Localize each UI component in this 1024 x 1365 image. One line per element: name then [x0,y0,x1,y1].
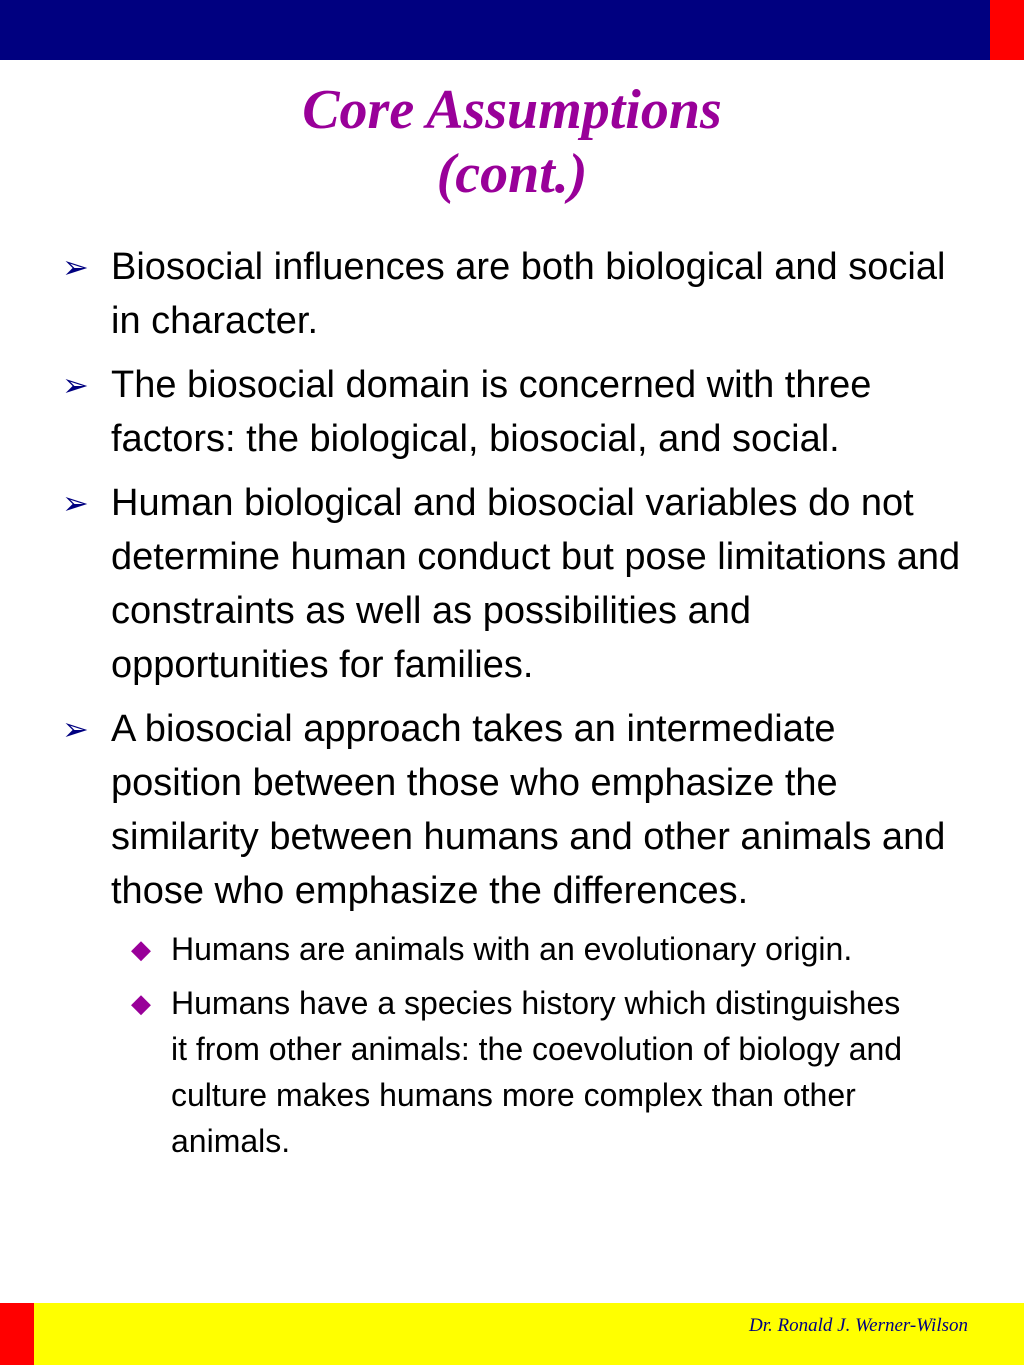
bullet-item [0,702,1024,1164]
bullet-item [0,240,1024,348]
bullet-list [0,240,1024,1174]
slide-title [0,78,1024,206]
sub-bullet-list [111,926,1024,1164]
arrowhead-icon: ➢ [62,711,89,747]
title-line-1: Core Assumptions [302,79,722,141]
footer-author: Dr. Ronald J. Werner-Wilson [749,1315,968,1336]
bullet-item [0,358,1024,466]
bullet-text: Biosocial influences are both biological and social in character. [111,246,946,342]
sub-bullet-item [111,926,911,972]
title-line-2: (cont.) [436,143,588,205]
arrowhead-icon: ➢ [62,485,89,521]
diamond-icon: ◆ [131,988,151,1018]
header-accent [990,0,1024,60]
sub-bullet-item [111,980,911,1164]
sub-bullet-text: Humans are animals with an evolutionary origin. [171,931,853,967]
arrowhead-icon: ➢ [62,367,89,403]
sub-bullet-text: Humans have a species history which distinguishes it from other animals: the coevolution of biology and culture makes humans more complex than other animals. [171,985,903,1159]
diamond-icon: ◆ [131,934,151,964]
footer-accent [0,1303,34,1365]
bullet-text: Human biological and biosocial variables do not determine human conduct but pose limitations and constraints as well as possibilities and opportunities for families. [111,482,961,686]
arrowhead-icon: ➢ [62,249,89,285]
header-bar [0,0,990,60]
bullet-text: A biosocial approach takes an intermediate position between those who emphasize the similarity between humans and other animals and those who emphasize the differences. [111,708,946,912]
bullet-text: The biosocial domain is concerned with three factors: the biological, biosocial, and social. [111,364,872,460]
bullet-item [0,476,1024,692]
